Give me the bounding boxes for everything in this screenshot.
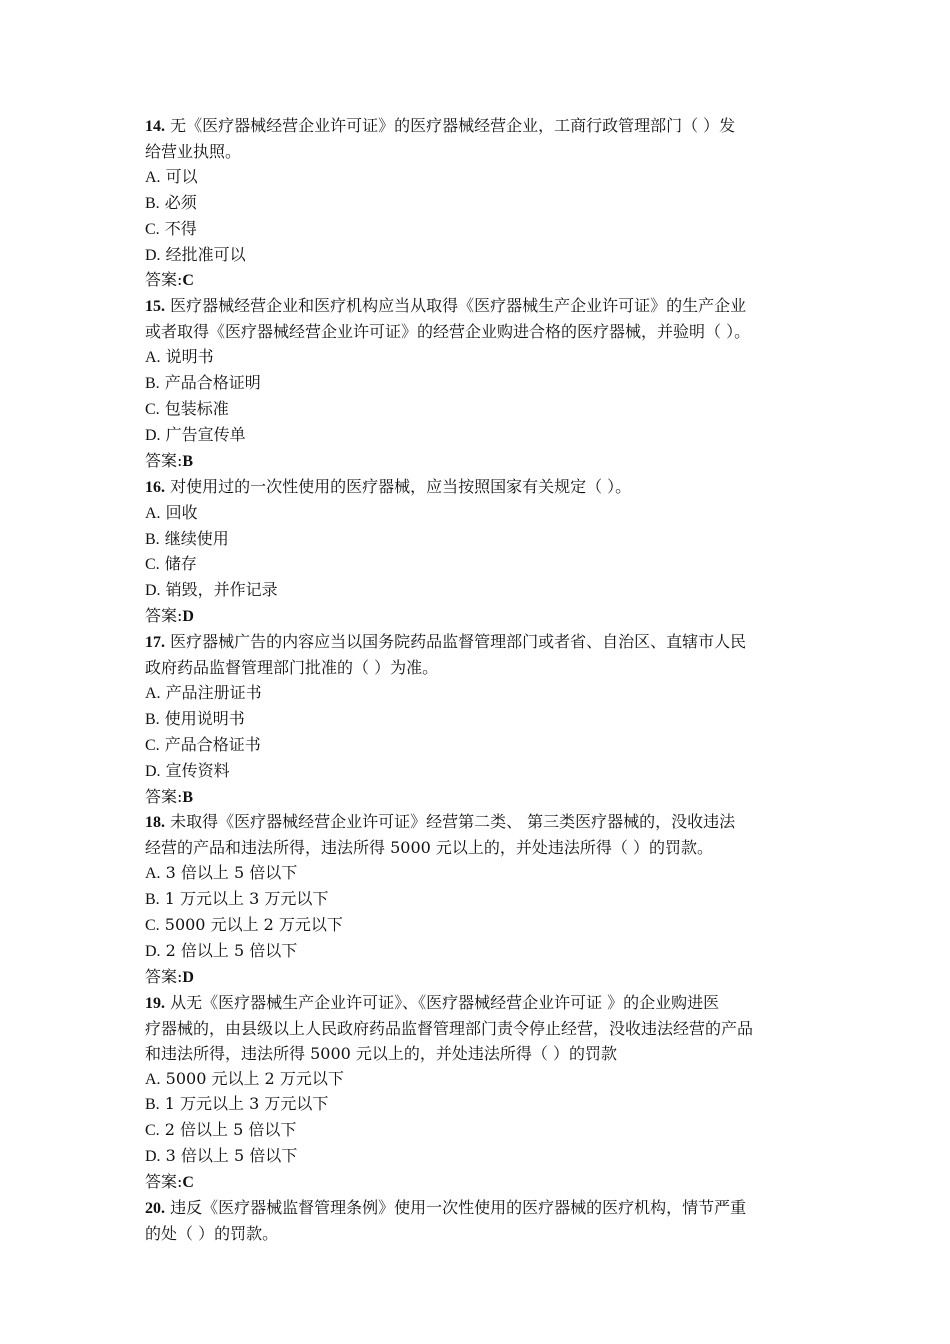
option-text: 回收 (165, 502, 198, 522)
option-text: 不得 (164, 218, 197, 238)
option-letter: D. (145, 762, 161, 780)
question-text: 对使用过的一次性使用的医疗器械，应当按照国家有关规定（ ）。 (170, 476, 632, 496)
option-text: 产品合格证书 (164, 734, 261, 754)
option-text: 使用说明书 (164, 708, 245, 728)
answer-label: 答案: (145, 1172, 183, 1192)
answer-label: 答案: (145, 606, 183, 626)
question-number: 20. (145, 1200, 165, 1218)
option-line (145, 527, 810, 553)
option-text: 包装标准 (164, 398, 229, 418)
question-number: 15. (145, 298, 165, 316)
option-line (145, 345, 810, 371)
option-letter: D. (145, 943, 161, 960)
option-letter: C. (145, 736, 160, 754)
question-block (145, 1196, 810, 1247)
option-letter: C. (145, 400, 160, 418)
question-text: 给营业执照。 (145, 141, 242, 161)
answer-label: 答案: (145, 450, 183, 470)
answer-line (145, 785, 810, 811)
option-text: 1 万元以上 3 万元以下 (164, 1094, 329, 1114)
option-line (145, 552, 810, 578)
answer-line (145, 1170, 810, 1196)
question-text-line (145, 836, 810, 861)
option-text: 说明书 (165, 347, 214, 367)
question-text-line (145, 1042, 810, 1067)
option-line (145, 1092, 810, 1118)
option-letter: C. (145, 556, 160, 574)
option-letter: A. (145, 684, 161, 702)
option-text: 宣传资料 (165, 760, 230, 780)
document-page (145, 114, 810, 1247)
answer-value: D (182, 608, 194, 626)
option-text: 经批准可以 (165, 244, 246, 264)
question-number: 16. (145, 478, 165, 496)
answer-line (145, 268, 810, 294)
option-text: 储存 (164, 554, 197, 574)
question-text-line (145, 630, 810, 656)
option-line (145, 371, 810, 397)
answer-value: B (182, 788, 194, 806)
option-line (145, 1144, 810, 1170)
question-text-line (145, 1222, 810, 1247)
question-block (145, 991, 810, 1196)
option-line (145, 578, 810, 604)
question-text-line (145, 294, 810, 320)
option-letter: B. (145, 375, 160, 393)
answer-line (145, 965, 810, 991)
question-text-line (145, 320, 810, 345)
question-number: 19. (145, 994, 165, 1012)
option-line (145, 397, 810, 423)
option-line (145, 913, 810, 939)
question-text: 违反《医疗器械监督管理条例》使用一次性使用的医疗器械的医疗机构，情节严重 (170, 1198, 747, 1218)
option-text: 继续使用 (164, 528, 229, 548)
option-letter: A. (145, 1070, 161, 1088)
question-text-line (145, 1017, 810, 1042)
option-text: 2 倍以上 5 倍以下 (165, 941, 298, 960)
question-text: 经营的产品和违法所得，违法所得 5000 元以上的，并处违法所得（ ）的罚款。 (145, 838, 713, 858)
question-block (145, 114, 810, 294)
option-line (145, 217, 810, 243)
question-block (145, 475, 810, 630)
question-text: 医疗器械广告的内容应当以国务院药品监督管理部门或者省、自治区、直辖市人民 (170, 632, 747, 652)
option-letter: A. (145, 349, 161, 367)
answer-value: B (182, 452, 194, 470)
option-text: 产品注册证书 (165, 682, 262, 702)
option-line (145, 759, 810, 785)
question-text: 未取得《医疗器械经营企业许可证》经营第二类、 第三类医疗器械的，没收违法 (170, 812, 736, 832)
question-text-line (145, 140, 810, 165)
answer-value: C (182, 272, 194, 290)
answer-label: 答案: (145, 270, 183, 290)
option-letter: A. (145, 865, 161, 883)
answer-value: D (182, 968, 194, 986)
option-letter: A. (145, 504, 161, 522)
question-number: 18. (145, 814, 165, 832)
question-block (145, 810, 810, 990)
question-text: 和违法所得，违法所得 5000 元以上的，并处违法所得（ ）的罚款 (145, 1043, 617, 1063)
question-text-line (145, 991, 810, 1017)
option-line (145, 191, 810, 217)
question-number: 17. (145, 634, 165, 652)
option-letter: B. (145, 530, 160, 548)
question-text: 政府药品监督管理部门批准的（ ）为准。 (145, 658, 439, 678)
option-line (145, 243, 810, 269)
option-text: 必须 (164, 192, 197, 212)
option-letter: B. (145, 1096, 160, 1114)
question-text-line (145, 810, 810, 836)
question-number: 14. (145, 118, 165, 135)
question-text-line (145, 475, 810, 501)
option-letter: B. (145, 710, 160, 728)
option-letter: B. (145, 194, 160, 212)
option-text: 3 倍以上 5 倍以下 (165, 863, 298, 883)
option-line (145, 423, 810, 449)
question-text: 从无《医疗器械生产企业许可证》、《医疗器械经营企业许可证 》的企业购进医 (170, 992, 720, 1012)
option-letter: B. (145, 891, 160, 909)
question-text: 的处（ ）的罚款。 (145, 1223, 279, 1243)
option-letter: D. (145, 582, 161, 600)
option-letter: A. (145, 168, 161, 186)
option-text: 5000 元以上 2 万元以下 (164, 915, 343, 935)
option-text: 2 倍以上 5 倍以下 (164, 1120, 297, 1140)
option-text: 销毁，并作记录 (165, 580, 278, 600)
question-block (145, 294, 810, 474)
question-text-line (145, 114, 810, 140)
question-text: 医疗器械经营企业和医疗机构应当从取得《医疗器械生产企业许可证》的生产企业 (170, 296, 747, 316)
option-line (145, 707, 810, 733)
option-line (145, 1118, 810, 1144)
option-line (145, 733, 810, 759)
option-line (145, 939, 810, 965)
option-letter: D. (145, 246, 161, 264)
question-text: 或者取得《医疗器械经营企业许可证》的经营企业购进合格的医疗器械，并验明（ ）。 (145, 322, 751, 342)
option-text: 广告宣传单 (165, 424, 246, 444)
option-letter: C. (145, 220, 160, 238)
option-text: 5000 元以上 2 万元以下 (165, 1068, 344, 1088)
question-text-line (145, 656, 810, 681)
question-block (145, 630, 810, 810)
option-letter: C. (145, 1122, 160, 1140)
option-line (145, 681, 810, 707)
option-text: 1 万元以上 3 万元以下 (164, 889, 329, 909)
option-line (145, 165, 810, 191)
question-text-line (145, 1196, 810, 1222)
option-letter: C. (145, 917, 160, 935)
option-line (145, 501, 810, 527)
option-text: 3 倍以上 5 倍以下 (165, 1146, 298, 1166)
answer-line (145, 604, 810, 630)
option-letter: D. (145, 1148, 161, 1166)
option-text: 产品合格证明 (164, 373, 261, 393)
answer-label: 答案: (145, 786, 183, 806)
answer-value: C (182, 1174, 194, 1192)
answer-label: 答案: (145, 966, 183, 986)
option-text: 可以 (165, 166, 198, 186)
answer-line (145, 449, 810, 475)
option-line (145, 861, 810, 887)
question-text: 疗器械的，由县级以上人民政府药品监督管理部门责令停止经营，没收违法经营的产品 (145, 1018, 754, 1038)
option-line (145, 887, 810, 913)
option-line (145, 1067, 810, 1093)
option-letter: D. (145, 426, 161, 444)
question-text: 无《医疗器械经营企业许可证》的医疗器械经营企业，工商行政管理部门（ ）发 (170, 116, 736, 135)
